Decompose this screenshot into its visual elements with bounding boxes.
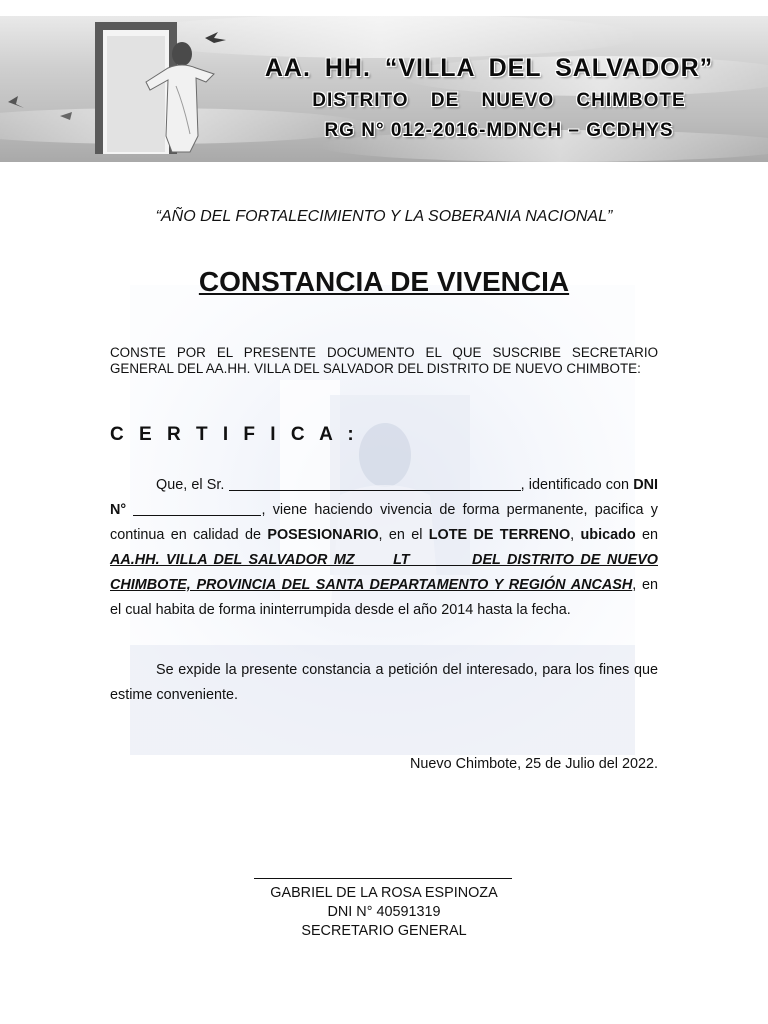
comma-text: , bbox=[570, 527, 575, 543]
en-text: en bbox=[642, 527, 659, 543]
year-motto: “AÑO DEL FORTALECIMIENTO Y LA SOBERANIA NACIONAL” bbox=[155, 208, 613, 225]
ubicado-text: ubicado bbox=[580, 527, 636, 543]
header-resolution: RG N° 012-2016-MDNCH – GCDHYS bbox=[324, 120, 674, 141]
expide-text: Se expide la presente constancia a petición del interesado, para los fines que estime conveniente. bbox=[110, 662, 658, 703]
signature-line bbox=[254, 878, 512, 879]
certifica-heading: C E R T I F I C A : bbox=[110, 424, 359, 445]
que-sr-text: Que, el Sr. bbox=[156, 477, 225, 493]
dni-blank-field[interactable] bbox=[133, 500, 261, 516]
certification-paragraph bbox=[110, 473, 658, 623]
resto-text: , en el cual habita de forma ininterrumpida desde el año 2014 hasta la fecha. bbox=[110, 577, 658, 618]
lote-text: LOTE DE TERRENO bbox=[428, 527, 571, 543]
signer-dni: DNI N° 40591319 bbox=[327, 904, 441, 920]
signer-role: SECRETARIO GENERAL bbox=[301, 923, 467, 939]
date-line: Nuevo Chimbote, 25 de Julio del 2022. bbox=[410, 756, 658, 772]
name-blank-field[interactable] bbox=[229, 475, 521, 491]
header-banner bbox=[0, 16, 768, 162]
expide-paragraph bbox=[110, 658, 658, 708]
address-text: AA.HH. VILLA DEL SALVADOR MZ____ LT_______ DEL DISTRITO DE NUEVO CHIMBOTE, PROVINCIA DEL SANTA DEPARTAMENTO Y REGIÓN ANCASH bbox=[110, 552, 658, 593]
header-title: AA. HH. “VILLA DEL SALVADOR” bbox=[264, 54, 714, 82]
dni-label: DNI N° bbox=[110, 477, 658, 518]
document-title: CONSTANCIA DE VIVENCIA bbox=[198, 266, 570, 297]
posesionario-text: POSESIONARIO bbox=[267, 527, 379, 543]
identificado-text: , identificado con bbox=[520, 477, 629, 493]
intro-paragraph: CONSTE POR EL PRESENTE DOCUMENTO EL QUE SUSCRIBE SECRETARIO GENERAL DEL AA.HH. VILLA DEL SALVADOR DEL DISTRITO DE NUEVO CHIMBOTE: bbox=[110, 345, 658, 376]
header-district: DISTRITO DE NUEVO CHIMBOTE bbox=[312, 90, 686, 111]
viene-text: , viene haciendo vivencia de forma permanente, pacifica y continua en calidad de bbox=[110, 502, 659, 543]
signer-name: GABRIEL DE LA ROSA ESPINOZA bbox=[270, 885, 498, 901]
en-el-text: , en el bbox=[378, 527, 423, 543]
